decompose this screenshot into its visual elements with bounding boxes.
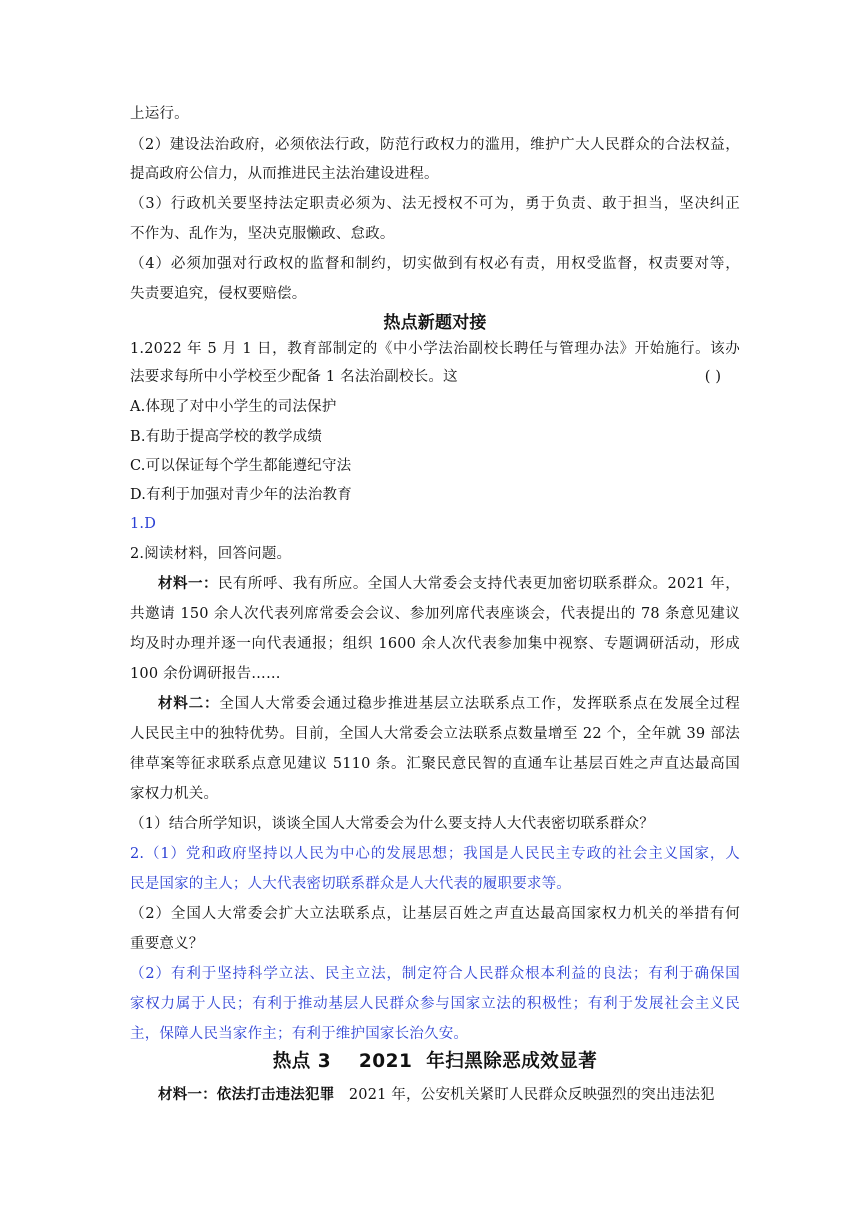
- material-2-label: 材料二：: [158, 696, 220, 712]
- answer-parenthesis: ( ): [704, 369, 722, 385]
- answer-2-1: 民是国家的主人；人大代表密切联系群众是人大代表的履职要求等。: [130, 876, 571, 892]
- material-1-line: 100 余份调研报告……: [130, 666, 281, 682]
- sub-question-1: （1）结合所学知识，谈谈全国人大常委会为什么要支持人大代表密切联系群众？: [130, 816, 654, 832]
- material-2-line: 律草案等征求联系点意见建议 5110 条。汇聚民意民智的直通车让基层百姓之声直达最高国: [130, 756, 740, 772]
- answer-2-1: 2.（1）党和政府坚持以人民为中心的发展思想；我国是人民民主专政的社会主义国家，人: [130, 846, 740, 862]
- hot-topic-3-material-1: [158, 1085, 740, 1105]
- material-1-line: [158, 574, 740, 594]
- sub-question-2: （2）全国人大常委会扩大立法联系点，让基层百姓之声直达最高国家权力机关的举措有何: [130, 906, 740, 922]
- option-c: C.可以保证每个学生都能遵纪守法: [130, 458, 352, 474]
- answer-2-2: 家权力属于人民；有利于推动基层人民群众参与国家立法的积极性；有利于发展社会主义民: [130, 996, 740, 1012]
- text-line: （4）必须加强对行政权的监督和制约，切实做到有权必有责，用权受监督，权责要对等，: [130, 256, 740, 272]
- text-line: 失责要追究，侵权要赔偿。: [130, 286, 307, 302]
- option-d: D.有利于加强对青少年的法治教育: [130, 487, 352, 503]
- material-2-line: [158, 694, 740, 714]
- hot-topic-3-material-1-label: 材料一：依法打击违法犯罪: [158, 1087, 335, 1103]
- section-title: 热点新题对接: [383, 313, 487, 333]
- material-1-label: 材料一：: [158, 576, 218, 592]
- material-1-text: 民有所呼、我有所应。全国人大常委会支持代表更加密切联系群众。2021 年，: [217, 576, 740, 592]
- material-2-text: 全国人大常委会通过稳步推进基层立法联系点工作，发挥联系点在发展全过程: [219, 696, 741, 712]
- sub-question-2: 重要意义？: [130, 936, 204, 952]
- text-line: 上运行。: [130, 106, 189, 122]
- hot-topic-3-title: 热点 3 2021 年扫黑除恶成效显著: [272, 1051, 598, 1072]
- answer-1: 1.D: [130, 516, 157, 532]
- material-2-line: 人民民主中的独特优势。目前，全国人大常委会立法联系点数量增至 22 个，全年就 39 部法: [130, 726, 740, 742]
- text-line: （3）行政机关要坚持法定职责必须为、法无授权不可为，勇于负责、敢于担当，坚决纠正: [130, 196, 740, 212]
- material-2-line: 家权力机关。: [130, 786, 219, 802]
- answer-2-2: （2）有利于坚持科学立法、民主立法，制定符合人民群众根本利益的良法；有利于确保国: [130, 966, 740, 982]
- text-line: （2）建设法治政府，必须依法行政，防范行政权力的滥用，维护广大人民群众的合法权益，: [130, 137, 740, 153]
- material-1-line: 均及时办理并逐一向代表通报；组织 1600 余人次代表参加集中视察、专题调研活动，形成: [130, 636, 740, 652]
- text-line: 提高政府公信力，从而推进民主法治建设进程。: [130, 166, 439, 182]
- answer-2-2: 主，保障人民当家作主；有利于维护国家长治久安。: [130, 1026, 469, 1042]
- question-1-stem: 1.2022 年 5 月 1 日，教育部制定的《中小学法治副校长聘任与管理办法》开始施行。该办: [130, 341, 740, 357]
- text-line: 不作为、乱作为，坚决克服懒政、怠政。: [130, 226, 395, 242]
- question-1-stem: 法要求每所中小学校至少配备 1 名法治副校长。这: [130, 369, 458, 385]
- hot-topic-3-material-1-text: 2021 年，公安机关紧盯人民群众反映强烈的突出违法犯: [348, 1087, 715, 1103]
- option-a: A.体现了对中小学生的司法保护: [130, 399, 337, 415]
- option-b: B.有助于提高学校的教学成绩: [130, 429, 323, 445]
- question-2-stem: 2.阅读材料，回答问题。: [130, 546, 292, 562]
- material-1-line: 共邀请 150 余人次代表列席常委会会议、参加列席代表座谈会，代表提出的 78 条意见建议: [130, 606, 740, 622]
